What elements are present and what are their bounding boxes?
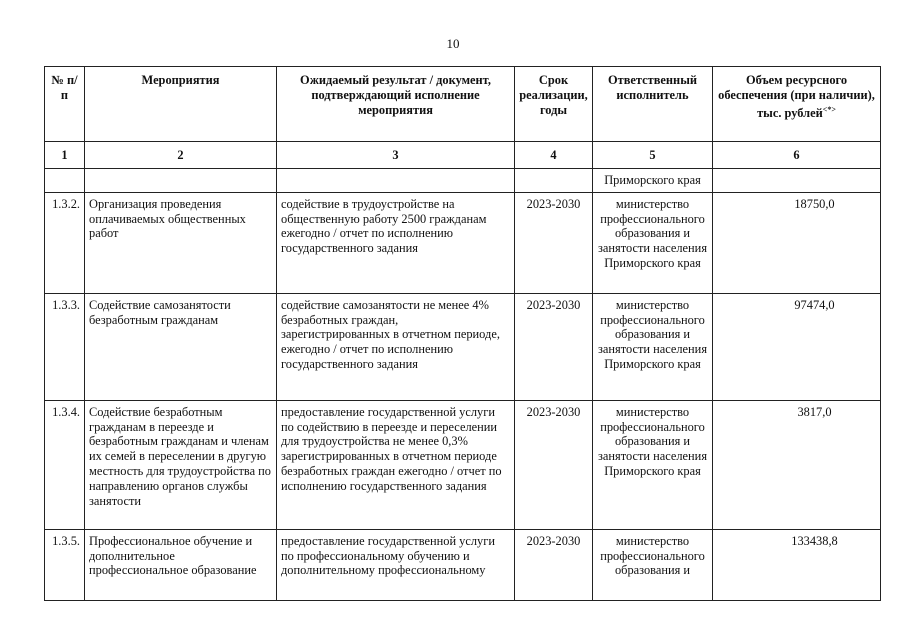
- header-num: № п/п: [45, 67, 85, 142]
- event-cell: Содействие безработным гражданам в переезде и безработным гражданам и членам их семей в переселении в другую местность для трудоустройства по направлению органов службы занятости: [85, 400, 277, 529]
- row-num: 1.3.4.: [45, 400, 85, 529]
- header-executor: Ответственный исполнитель: [593, 67, 713, 142]
- header-volume: [713, 67, 881, 142]
- term-cell: 2023-2030: [515, 293, 593, 400]
- table-row: [45, 400, 881, 529]
- row-num: 1.3.2.: [45, 192, 85, 293]
- executor-cell: министерство профессионального образования и занятости населения Приморского края: [593, 192, 713, 293]
- executor-cell: министерство профессионального образования и занятости населения Приморского края: [593, 400, 713, 529]
- volume-cell: 3817,0: [713, 400, 881, 529]
- table-row: [45, 192, 881, 293]
- result-cell: содействие в трудоустройстве на общественную работу 2500 гражданам ежегодно / отчет по исполнению государственного задания: [277, 192, 515, 293]
- result-cell: предоставление государственной услуги по профессиональному обучению и дополнительному профессиональному: [277, 529, 515, 600]
- volume-cell: 18750,0: [713, 192, 881, 293]
- executor-cell: министерство профессионального образования и занятости населения Приморского края: [593, 293, 713, 400]
- header-volume-text: Объем ресурсного обеспечения (при наличии), тыс. рублей: [718, 73, 875, 120]
- term-cell: 2023-2030: [515, 192, 593, 293]
- table-header-row: [45, 67, 881, 142]
- volume-cell: 97474,0: [713, 293, 881, 400]
- header-term: Срок реализации, годы: [515, 67, 593, 142]
- column-number: 4: [515, 142, 593, 169]
- row-num: 1.3.5.: [45, 529, 85, 600]
- column-number: 1: [45, 142, 85, 169]
- header-volume-footnote: <*>: [822, 104, 836, 114]
- executor-cell: министерство профессионального образования и: [593, 529, 713, 600]
- column-number: 3: [277, 142, 515, 169]
- result-cell: предоставление государственной услуги по содействию в переезде и переселении для трудоустройства не менее 0,3% зарегистрированных в отчетном периоде безработных граждан ежегодно / отчет по исполнению государственного задания: [277, 400, 515, 529]
- term-cell: 2023-2030: [515, 400, 593, 529]
- event-cell: Содействие самозанятости безработным гражданам: [85, 293, 277, 400]
- result-cell: содействие самозанятости не менее 4% безработных граждан, зарегистрированных в отчетном периоде, ежегодно / отчет по исполнению государственного задания: [277, 293, 515, 400]
- column-number-row: [45, 142, 881, 169]
- term-cell: 2023-2030: [515, 529, 593, 600]
- column-number: 2: [85, 142, 277, 169]
- row-num: 1.3.3.: [45, 293, 85, 400]
- event-cell: Профессиональное обучение и дополнительное профессиональное образование: [85, 529, 277, 600]
- executor-cell: Приморского края: [593, 169, 713, 193]
- event-cell: Организация проведения оплачиваемых общественных работ: [85, 192, 277, 293]
- column-number: 6: [713, 142, 881, 169]
- table-row: [45, 293, 881, 400]
- header-result: Ожидаемый результат / документ, подтверждающий исполнение мероприятия: [277, 67, 515, 142]
- table-row: [45, 529, 881, 600]
- volume-cell: 133438,8: [713, 529, 881, 600]
- continuation-row: [45, 169, 881, 193]
- events-table: [44, 66, 881, 601]
- header-events: Мероприятия: [85, 67, 277, 142]
- column-number: 5: [593, 142, 713, 169]
- page-number: 10: [446, 36, 460, 51]
